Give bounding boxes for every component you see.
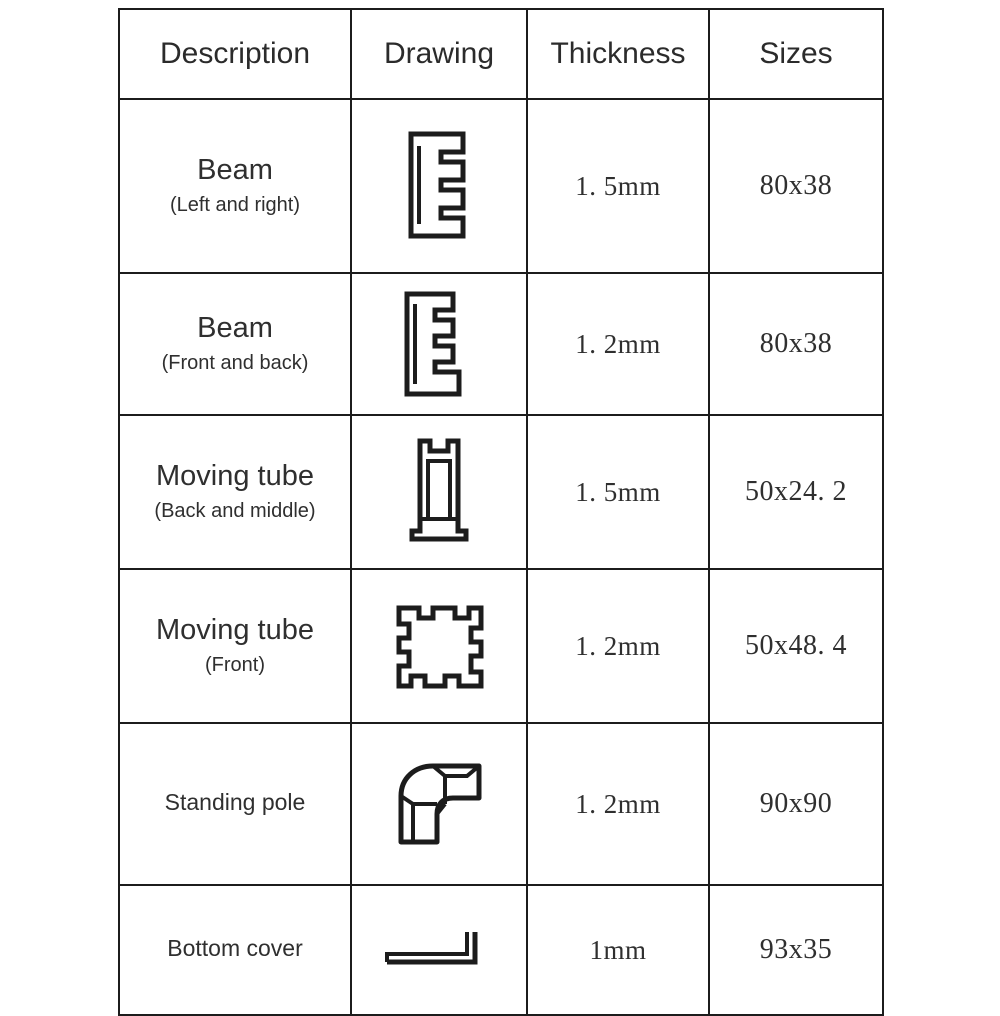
cell-description bbox=[119, 569, 351, 723]
cell-drawing bbox=[351, 99, 527, 273]
cell-drawing bbox=[351, 885, 527, 1015]
table-row bbox=[119, 723, 883, 885]
description-sub: (Left and right) bbox=[169, 193, 301, 216]
size-value: 80x38 bbox=[759, 170, 833, 201]
cell-drawing bbox=[351, 273, 527, 415]
column-header-description: Description bbox=[119, 9, 351, 99]
specification-table bbox=[118, 8, 884, 1016]
cell-drawing bbox=[351, 723, 527, 885]
size-value: 93x35 bbox=[759, 934, 833, 965]
cell-size bbox=[709, 99, 883, 273]
thickness-value: 1. 2mm bbox=[575, 788, 661, 819]
description-sub: (Back and middle) bbox=[154, 499, 316, 522]
moving-tube-back-middle-profile-icon bbox=[396, 536, 482, 553]
cell-description bbox=[119, 885, 351, 1015]
cell-size bbox=[709, 569, 883, 723]
cell-size bbox=[709, 885, 883, 1015]
table-row bbox=[119, 415, 883, 569]
cell-thickness bbox=[527, 723, 709, 885]
cell-thickness bbox=[527, 99, 709, 273]
cell-drawing bbox=[351, 415, 527, 569]
specification-table-container bbox=[118, 8, 882, 992]
cell-description bbox=[119, 723, 351, 885]
table-header-row bbox=[119, 9, 883, 99]
cell-size bbox=[709, 723, 883, 885]
description-main: Beam bbox=[197, 312, 273, 345]
bottom-cover-profile-icon bbox=[379, 965, 499, 982]
size-value: 50x24. 2 bbox=[745, 476, 847, 507]
thickness-value: 1mm bbox=[589, 934, 647, 965]
table-row bbox=[119, 885, 883, 1015]
description-main: Moving tube bbox=[156, 460, 314, 493]
table-body bbox=[119, 99, 883, 1015]
description-sub: (Front and back) bbox=[161, 351, 309, 374]
cell-thickness bbox=[527, 273, 709, 415]
table-row bbox=[119, 273, 883, 415]
cell-size bbox=[709, 415, 883, 569]
thickness-value: 1. 5mm bbox=[575, 476, 661, 507]
column-header-sizes: Sizes bbox=[709, 9, 883, 99]
cell-drawing bbox=[351, 569, 527, 723]
column-header-drawing: Drawing bbox=[351, 9, 527, 99]
size-value: 90x90 bbox=[759, 788, 833, 819]
cell-size bbox=[709, 273, 883, 415]
beam-front-back-profile-icon bbox=[389, 387, 489, 404]
standing-pole-corner-icon bbox=[383, 843, 495, 860]
cell-thickness bbox=[527, 569, 709, 723]
column-header-thickness: Thickness bbox=[527, 9, 709, 99]
thickness-value: 1. 5mm bbox=[575, 170, 661, 201]
description-main: Moving tube bbox=[156, 614, 314, 647]
description-main: Standing pole bbox=[164, 788, 306, 815]
moving-tube-front-profile-icon bbox=[385, 685, 493, 702]
size-value: 80x38 bbox=[759, 328, 833, 359]
size-value: 50x48. 4 bbox=[745, 630, 847, 661]
thickness-value: 1. 2mm bbox=[575, 328, 661, 359]
cell-description bbox=[119, 273, 351, 415]
table-header bbox=[119, 9, 883, 99]
table-row bbox=[119, 569, 883, 723]
cell-thickness bbox=[527, 415, 709, 569]
description-sub: (Front) bbox=[205, 653, 265, 676]
table-row bbox=[119, 99, 883, 273]
description-main: Beam bbox=[197, 154, 273, 187]
cell-description bbox=[119, 99, 351, 273]
cell-description bbox=[119, 415, 351, 569]
description-main: Bottom cover bbox=[167, 934, 303, 961]
cell-thickness bbox=[527, 885, 709, 1015]
thickness-value: 1. 2mm bbox=[575, 630, 661, 661]
beam-left-right-profile-icon bbox=[391, 231, 487, 248]
